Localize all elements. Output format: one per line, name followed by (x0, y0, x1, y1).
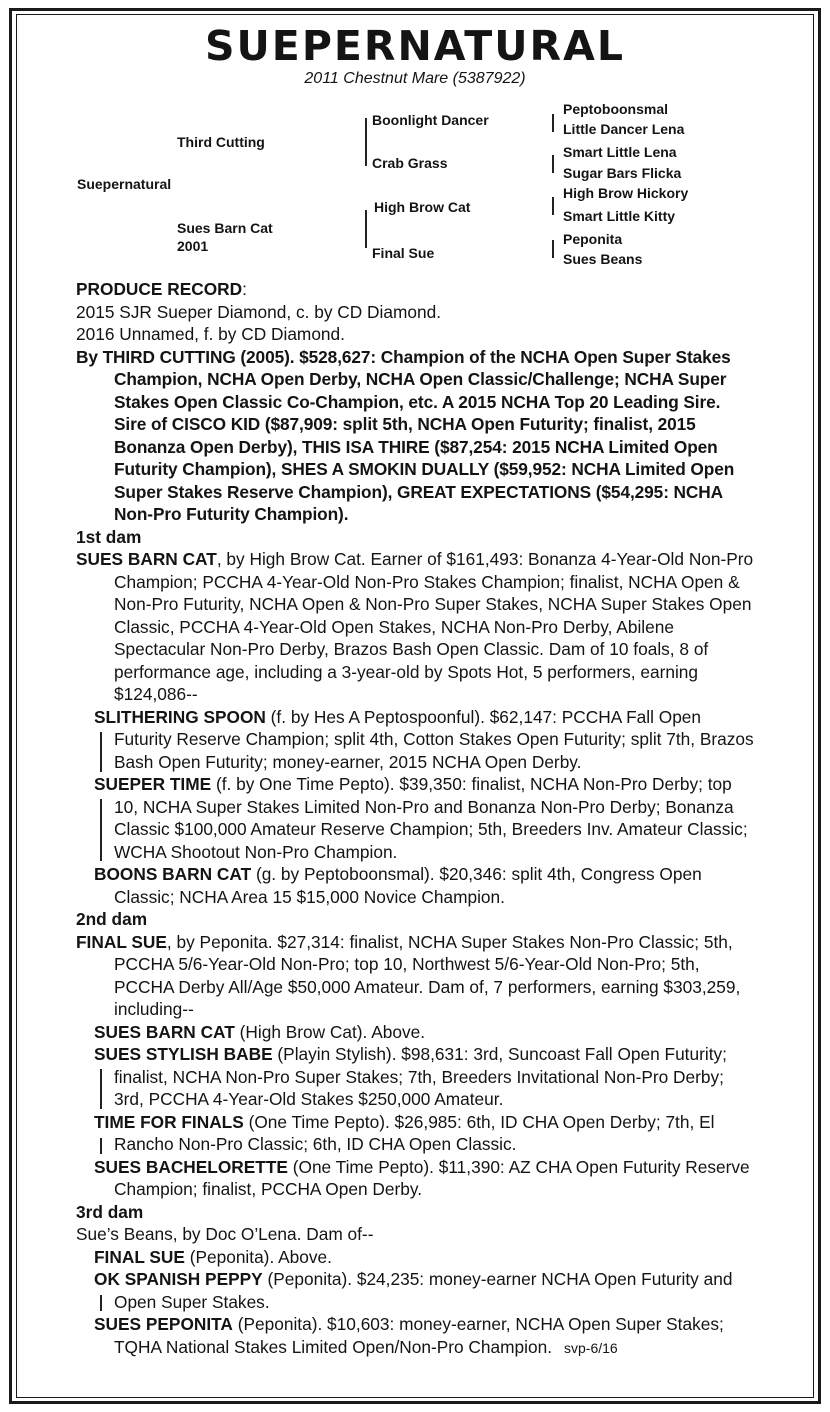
pedigree-bracket (552, 114, 554, 132)
horse-name-title: SUEPERNATURAL (204, 22, 625, 70)
second-dam-heading: 2nd dam (76, 909, 148, 929)
pedigree-ggp-7: Peponita (563, 231, 623, 247)
catalog-body (76, 278, 756, 1359)
indent-bar (100, 1069, 102, 1109)
pedigree-ggp-6: Smart Little Kitty (563, 208, 676, 224)
pedigree-dam-dam: Final Sue (372, 245, 435, 261)
indent-bar (100, 1138, 102, 1154)
produce-item: SUES PEPONITA (Peponita). $10,603: money-earner, NCHA Open Super Stakes; TQHA National Stakes Limited Open/Non-Pro Champion. svp-6/16 (94, 1314, 724, 1357)
pedigree-ggp-2: Little Dancer Lena (563, 121, 685, 137)
pedigree-ggp-8: Sues Beans (563, 251, 643, 267)
second-dam-name: FINAL SUE (76, 931, 167, 952)
produce-item: SLITHERING SPOON (f. by Hes A Peptospoonful). $62,147: PCCHA Fall Open Futurity Reserve Champion; split 4th, Cotton Stakes Open Futurity; split 7th, Brazos Bash Open Futurity; money-earner, 2015 NCHA Open Derby. (94, 706, 754, 772)
produce-item: SUES BACHELORETTE (One Time Pepto). $11,390: AZ CHA Open Futurity Reserve Champion; finalist, PCCHA Open Derby. (94, 1156, 750, 1199)
horse-description: 2011 Chestnut Mare (5387922) (304, 70, 526, 87)
pedigree-ggp-5: High Brow Hickory (563, 185, 689, 201)
catalog-code: svp-6/16 (564, 1339, 618, 1356)
pedigree-bracket (552, 155, 554, 173)
pedigree-dam: Sues Barn Cat (177, 220, 273, 236)
pedigree-bracket (365, 210, 367, 248)
pedigree-sire: Third Cutting (177, 134, 265, 150)
produce-item: OK SPANISH PEPPY (Peponita). $24,235: money-earner NCHA Open Futurity and Open Super Stakes. (94, 1269, 733, 1312)
produce-item: BOONS BARN CAT (g. by Peptoboonsmal). $20,346: split 4th, Congress Open Classic; NCHA Area 15 $15,000 Novice Champion. (94, 864, 702, 907)
indent-bar (100, 799, 102, 861)
indent-bar (100, 732, 102, 772)
produce-item: TIME FOR FINALS (One Time Pepto). $26,985: 6th, ID CHA Open Derby; 7th, El Rancho Non-Pro Classic; 6th, ID CHA Open Classic. (94, 1111, 715, 1154)
first-dam-heading: 1st dam (76, 526, 142, 547)
pedigree-dam-sire: High Brow Cat (374, 199, 471, 215)
third-dam-paragraph: Sue’s Beans, by Doc O’Lena. Dam of-- (76, 1224, 374, 1244)
first-dam-name: SUES BARN CAT (76, 549, 217, 569)
first-dam-paragraph: SUES BARN CAT, by High Brow Cat. Earner of $161,493: Bonanza 4-Year-Old Non-Pro Champion; PCCHA 4-Year-Old Non-Pro Stakes Champion; finalist, NCHA Open & Non-Pro Futurity, NCHA Open & Non-Pro Super Stakes, NCHA Super Stakes Open Classic, PCCHA 4-Year-Old Open Stakes, NCHA Non-Pro Derby, Abilene Spectacular Non-Pro Derby, Brazos Bash Open Classic. Dam of 10 foals, 8 of performance age, including a 3-year-old by Spots Hot, 5 performers, earning $124,086-- (76, 549, 754, 704)
pedigree-bracket (365, 118, 367, 166)
produce-item: SUEPER TIME (f. by One Time Pepto). $39,350: finalist, NCHA Non-Pro Derby; top 10, NCHA Super Stakes Limited Non-Pro and Bonanza Non-Pro Derby; Bonanza Classic $100,000 Amateur Reserve Champion; 5th, Breeders Inv. Amateur Classic; WCHA Shootout Non-Pro Champion. (94, 774, 748, 862)
produce-item: SUES STYLISH BABE (Playin Stylish). $98,631: 3rd, Suncoast Fall Open Futurity; finalist, NCHA Non-Pro Super Stakes; 7th, Breeders Invitational Non-Pro Derby; 3rd, PCCHA 4-Year-Old Stakes $250,000 Amateur. (94, 1044, 727, 1109)
produce-record-heading: PRODUCE RECORD: (76, 279, 247, 299)
pedigree-ggp-1: Peptoboonsmal (563, 101, 669, 117)
pedigree-subject: Suepernatural (77, 176, 172, 192)
second-dam-paragraph: FINAL SUE, by Peponita. $27,314: finalist, NCHA Super Stakes Non-Pro Classic; 5th, PCCHA 5/6-Year-Old Non-Pro; top 10, Northwest 5/6-Year-Old Non-Pro; 5th, PCCHA Derby All/Age $50,000 Amateur. Dam of, 7 performers, earning $303,259, including-- (76, 931, 741, 1019)
sire-summary: By THIRD CUTTING (2005). $528,627: Champion of the NCHA Open Super Stakes Champion, NCHA Open Derby, NCHA Open Classic/Challenge; NCHA Super Stakes Open Classic Co-Champion, etc. A 2015 NCHA Top 20 Leading Sire. Sire of CISCO KID ($87,909: split 5th, NCHA Open Futurity; finalist, 2015 Bonanza Open Derby), THIS ISA THIRE ($87,254: 2015 NCHA Limited Open Futurity Champion), SHES A SMOKIN DUALLY ($59,952: NCHA Limited Open Super Stakes Reserve Champion), GREAT EXPECTATIONS ($54,295: NCHA Non-Pro Futurity Champion). (76, 346, 735, 524)
produce-item: SUES BARN CAT (High Brow Cat). Above. (94, 1021, 425, 1042)
produce-entry: 2015 SJR Sueper Diamond, c. by CD Diamond. (76, 301, 441, 322)
pedigree-bracket (552, 240, 554, 258)
pedigree-ggp-4: Sugar Bars Flicka (563, 165, 682, 181)
third-dam-heading: 3rd dam (76, 1201, 144, 1222)
produce-entry: 2016 Unnamed, f. by CD Diamond. (76, 324, 345, 344)
pedigree-bracket (552, 197, 554, 215)
pedigree-sire-sire: Boonlight Dancer (372, 112, 489, 128)
pedigree-sire-dam: Crab Grass (372, 155, 448, 171)
produce-item: FINAL SUE (Peponita). Above. (94, 1246, 332, 1267)
pedigree-dam-year: 2001 (177, 238, 209, 254)
indent-bar (100, 1295, 102, 1311)
pedigree-ggp-3: Smart Little Lena (563, 144, 677, 160)
